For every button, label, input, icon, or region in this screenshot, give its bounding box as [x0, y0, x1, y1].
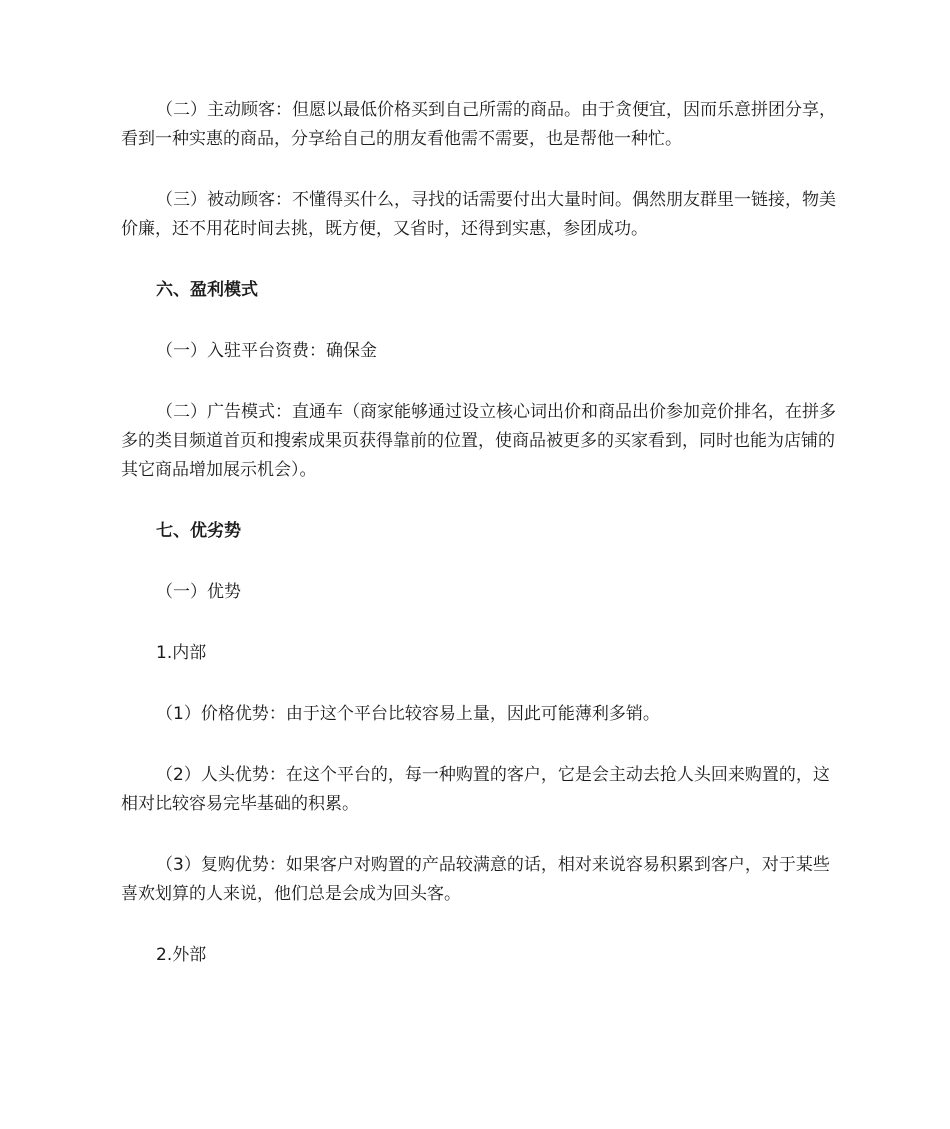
heading-profit-model: 六、盈利模式: [156, 280, 258, 300]
paragraph-internal: 1.内部: [156, 643, 207, 663]
paragraph-external: 2.外部: [156, 945, 207, 965]
paragraph-repurchase-advantage: （3）复购优势：如果客户对购置的产品较满意的话，相对来说容易积累到客户，对于某些喜欢划算的人来说，他们总是会成为回头客。: [121, 855, 830, 904]
paragraph-price-advantage: （1）价格优势：由于这个平台比较容易上量，因此可能薄利多销。: [156, 704, 660, 724]
heading-pros-cons: 七、优劣势: [156, 521, 241, 541]
paragraph-platform-fee: （一）入驻平台资费：确保金: [156, 341, 377, 361]
paragraph-advantages: （一）优势: [156, 582, 241, 602]
paragraph-passive-customer: （三）被动顾客：不懂得买什么，寻找的话需要付出大量时间。偶然朋友群里一链接，物美价廉，还不用花时间去挑，既方便，又省时，还得到实惠，参团成功。: [121, 190, 836, 239]
paragraph-active-customer: （二）主动顾客：但愿以最低价格买到自己所需的商品。由于贪便宜，因而乐意拼团分享，看到一种实惠的商品，分享给自己的朋友看他需不需要，也是帮他一种忙。: [121, 100, 836, 149]
paragraph-ad-model: （二）广告模式：直通车（商家能够通过设立核心词出价和商品出价参加竞价排名，在拼多多的类目频道首页和搜索成果页获得靠前的位置，使商品被更多的买家看到，同时也能为店铺的其它商品增加展示机会）。: [121, 402, 836, 480]
paragraph-headcount-advantage: （2）人头优势：在这个平台的，每一种购置的客户，它是会主动去抢人头回来购置的，这相对比较容易完毕基础的积累。: [121, 765, 830, 814]
document-page: [121, 96, 841, 970]
